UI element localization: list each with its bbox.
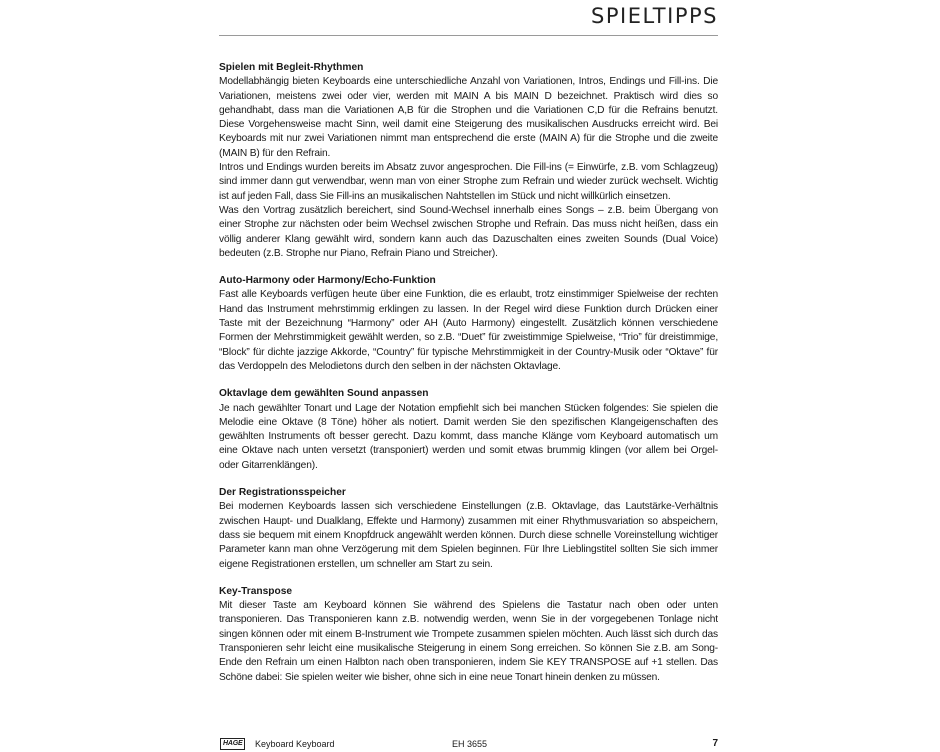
section-heading: Oktavlage dem gewählten Sound anpassen: [219, 388, 429, 400]
section-key-transpose: [219, 585, 718, 685]
section-heading: Auto-Harmony oder Harmony/Echo-Funktion: [219, 275, 436, 287]
paragraph: Mit dieser Taste am Keyboard können Sie während des Spielens die Tastatur nach oben oder unten transponieren. Das Transponieren kann z.B. notwendig werden, wenn Sie in der vorgegebenen Tonlage nicht singen können oder mit einem B-Instrument wie Trompete zusammen spielen möchten. Auch lässt sich durch das Transponieren sehr leicht eine musikalische Steigerung in einem Song erreichen. So können Sie z.B. am Song-Ende den Refrain um einen Halbton nach oben transponieren, indem Sie KEY TRANSPOSE auf +1 stellen. Das Schöne dabei: Sie spielen weiter wie bisher, ohne sich in eine neue Tonart hinein denken zu müssen.: [219, 600, 718, 683]
section-auto-harmony: [219, 274, 718, 374]
section-heading: Key-Transpose: [219, 585, 293, 597]
page: [219, 0, 718, 752]
paragraph: Fast alle Keyboards verfügen heute über eine Funktion, die es erlaubt, trotz einstimmiger Spielweise der rechten Hand das Instrument mehrstimmig erklingen zu lassen. In der Regel wird diese Funktion durch Drücken einer Taste mit der Bezeichnung “Harmony” oder AH (Auto Harmony) eingestellt. Zusätzlich können verschiedene Formen der Mehrstimmigkeit gewählt werden, so z.B. “Duet” für zweistimmige Spielweise, “Trio” für dreistimmige, “Block” für dichte jazzige Akkorde, “Country” für typische Mehrstimmigkeit in der Country-Musik oder “Oktave” für das Verdoppeln des Melodietons durch den selben in der nächsten Oktavlage.: [219, 289, 718, 372]
page-number: 7: [712, 738, 718, 749]
publisher-logo: HAGE: [220, 738, 245, 750]
section-heading: Spielen mit Begleit-Rhythmen: [219, 62, 364, 73]
paragraph: Bei modernen Keyboards lassen sich verschiedene Einstellungen (z.B. Oktavlage, das Lautstärke-Verhältnis zwischen Haupt- und Dualklang, Effekte und Harmony) zusammen mit einer Rhythmusvariation so abspeichern, dass sie bequem mit einem Knopfdruck angewählt werden können. Durch diese schnelle Voreinstellung wichtiger Parameter kann man ohne Verzögerung mit dem Spielen beginnen. Für Ihre Lieblingstitel sollten Sie sich immer eigene Registrationen erstellen, um schneller am Start zu sein.: [219, 501, 718, 570]
paragraph: Modellabhängig bieten Keyboards eine unterschiedliche Anzahl von Variationen, Intros, Endings und Fill-ins. Die Variationen, meistens zwei oder vier, werden mit MAIN A bis MAIN D bezeichnet. Praktisch wird dies so gehandhabt, dass man die Variationen A,B für die Strophen und die Variationen C,D für die Refrains benutzt. Diese Vorgehensweise macht Sinn, weil damit eine Steigerung des musikalischen Ausdrucks erreicht wird. Bei Keyboards mit nur zwei Variationen nimmt man entsprechend die erste (MAIN A) für die Strophe und die zweite (MAIN B) für den Refrain.: [219, 76, 718, 159]
page-footer: [219, 737, 718, 751]
section-registrationsspeicher: [219, 486, 718, 572]
content: [219, 61, 718, 698]
book-title: Keyboard Keyboard: [255, 739, 335, 749]
paragraph: Je nach gewählter Tonart und Lage der Notation empfiehlt sich bei manchen Stücken folgendes: Sie spielen die Melodie eine Oktave (8 Töne) höher als notiert. Damit werden Sie den spezifischen Klangeigenschaften des gewählten Instruments oft besser gerecht. Dazu kommt, dass manche Klänge vom Keyboard automatisch um eine Oktave nach unten versetzt (transponiert) werden und somit etwas brummig klingen (vor allem bei Orgel- oder Gitarrenklängen).: [219, 402, 718, 471]
section-oktavlage: [219, 387, 718, 473]
paragraph: Intros und Endings wurden bereits im Absatz zuvor angesprochen. Die Fill-ins (= Einwürfe, z.B. vom Schlagzeug) sind immer dann gut verwendbar, wenn man von einer Strophe zum Refrain und wieder zurück wechselt. Wichtig ist auf jeden Fall, dass Sie Fill-ins an musikalischen Nahtstellen im Stück und nicht willkürlich einsetzen.: [219, 162, 718, 202]
paragraph: Was den Vortrag zusätzlich bereichert, sind Sound-Wechsel innerhalb eines Songs – z.B. beim Übergang von einer Strophe zur nächsten oder beim Wechsel zwischen Strophe und Refrain. Das muss nicht heißen, dass ein völlig anderer Klang gewählt wird, sondern kann auch das Dazuschalten eines zweiten Sounds (Dual Voice) bedeuten (z.B. Strophe nur Piano, Refrain Piano und Streicher).: [219, 204, 718, 259]
page-title: SPIELTIPPS: [591, 4, 718, 28]
edition-code: EH 3655: [452, 739, 488, 749]
header-divider: [219, 35, 718, 36]
section-heading: Der Registrationsspeicher: [219, 487, 346, 499]
section-begleit-rhythmen: [219, 61, 718, 261]
